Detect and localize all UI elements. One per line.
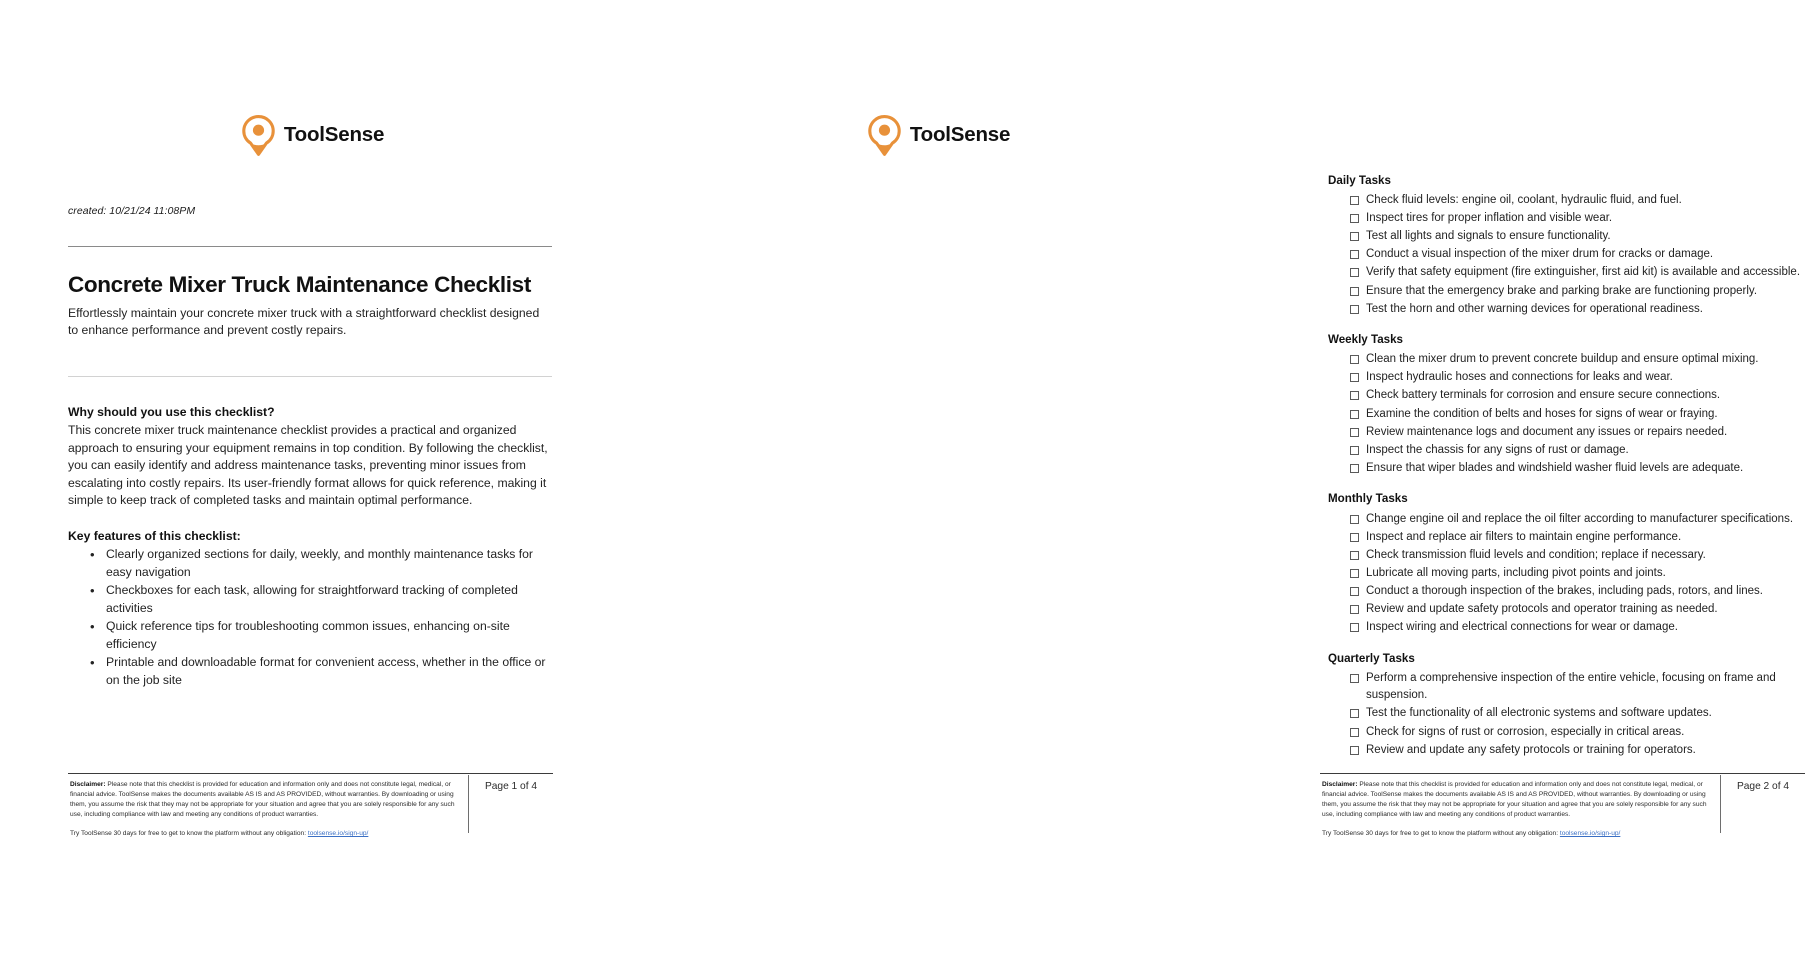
list-item[interactable] <box>1328 460 1812 478</box>
list-item[interactable] <box>1328 301 1812 319</box>
disclaimer-label: Disclaimer: <box>1322 781 1358 788</box>
document-page-1 <box>0 0 626 962</box>
task-list <box>1328 351 1812 477</box>
task-label: Inspect the chassis for any signs of rust or damage. <box>1366 443 1629 456</box>
list-item[interactable] <box>1328 406 1812 424</box>
checkbox-icon[interactable] <box>1350 728 1359 737</box>
task-label: Review and update safety protocols and operator training as needed. <box>1366 602 1718 615</box>
disclaimer-body: Please note that this checklist is provided for education and information only and does not constitute legal, medical, or financial advice. ToolSense makes the documents available AS IS and AS PROVIDED, without warranties. By downloading or using them, you assume the risk that they may not be appropriate for your situation and agree that you are solely responsible for any such use, including compliance with law and meeting any conditions of product warranties. <box>1322 781 1707 819</box>
task-label: Check transmission fluid levels and condition; replace if necessary. <box>1366 548 1706 561</box>
checkbox-icon[interactable] <box>1350 746 1359 755</box>
list-item[interactable] <box>1328 742 1812 760</box>
checkbox-icon[interactable] <box>1350 464 1359 473</box>
checkbox-icon[interactable] <box>1350 250 1359 259</box>
checkbox-icon[interactable] <box>1350 287 1359 296</box>
task-group-quarterly <box>1328 651 1812 760</box>
list-item[interactable] <box>1328 228 1812 246</box>
task-label: Review maintenance logs and document any issues or repairs needed. <box>1366 425 1728 438</box>
list-item[interactable] <box>1328 246 1812 264</box>
list-item[interactable] <box>1328 264 1812 282</box>
page-number: Page 2 of 4 <box>1736 781 1790 792</box>
location-pin-icon <box>868 115 901 156</box>
features-heading: Key features of this checklist: <box>68 528 241 543</box>
brand-logo-page-2 <box>626 0 1252 158</box>
task-label: Lubricate all moving parts, including pivot points and joints. <box>1366 566 1666 579</box>
list-item[interactable] <box>1328 547 1812 565</box>
disclaimer-label: Disclaimer: <box>70 781 106 788</box>
brand-logo-page-1 <box>0 0 626 158</box>
list-item[interactable] <box>1328 601 1812 619</box>
page-number: Page 1 of 4 <box>484 781 538 792</box>
checkbox-icon[interactable] <box>1350 605 1359 614</box>
footer-cta <box>1322 829 1711 839</box>
page-title: Concrete Mixer Truck Maintenance Checklist <box>68 272 531 297</box>
task-label: Ensure that wiper blades and windshield washer fluid levels are adequate. <box>1366 461 1744 474</box>
task-label: Test all lights and signals to ensure functionality. <box>1366 230 1611 243</box>
list-item[interactable] <box>1328 670 1812 705</box>
task-label: Inspect and replace air filters to maintain engine performance. <box>1366 530 1682 543</box>
task-group-heading: Quarterly Tasks <box>1328 651 1415 665</box>
task-group-heading: Weekly Tasks <box>1328 333 1403 347</box>
task-list <box>1328 670 1812 759</box>
list-item: • Printable and downloadable format for convenient access, whether in the office or on the job site <box>106 654 552 690</box>
checkbox-icon[interactable] <box>1350 355 1359 364</box>
task-label: Ensure that the emergency brake and parking brake are functioning properly. <box>1366 284 1758 297</box>
task-group-monthly <box>1328 491 1812 636</box>
checkbox-icon[interactable] <box>1350 268 1359 277</box>
checkbox-icon[interactable] <box>1350 446 1359 455</box>
checkbox-icon[interactable] <box>1350 551 1359 560</box>
page-1-content <box>68 205 552 690</box>
spacer <box>68 340 552 376</box>
list-item[interactable] <box>1328 283 1812 301</box>
checkbox-icon[interactable] <box>1350 214 1359 223</box>
checkbox-icon[interactable] <box>1350 391 1359 400</box>
list-item[interactable] <box>1328 369 1812 387</box>
list-item[interactable] <box>1328 192 1812 210</box>
task-label: Conduct a visual inspection of the mixer drum for cracks or damage. <box>1366 248 1714 261</box>
page-footer-1 <box>68 773 553 844</box>
page-subtitle: Effortlessly maintain your concrete mixer truck with a straightforward checklist designed to enhance performance and prevent costly repairs. <box>68 305 540 338</box>
task-label: Review and update any safety protocols or training for operators. <box>1366 743 1696 756</box>
list-item: • Quick reference tips for troubleshooting common issues, enhancing on-site efficiency <box>106 618 552 654</box>
why-heading: Why should you use this checklist? <box>68 404 275 419</box>
task-label: Inspect tires for proper inflation and visible wear. <box>1366 212 1613 225</box>
list-item[interactable] <box>1328 210 1812 228</box>
checkbox-icon[interactable] <box>1350 305 1359 314</box>
signup-link[interactable]: toolsense.io/sign-up/ <box>1559 830 1621 838</box>
checkbox-icon[interactable] <box>1350 232 1359 241</box>
list-item[interactable] <box>1328 705 1812 723</box>
task-label: Change engine oil and replace the oil filter according to manufacturer specifications. <box>1366 512 1794 525</box>
footer-disclaimer-block <box>68 774 468 844</box>
task-label: Check fluid levels: engine oil, coolant, hydraulic fluid, and fuel. <box>1366 194 1682 207</box>
task-group-daily <box>1328 173 1812 318</box>
created-timestamp: created: 10/21/24 11:08PM <box>68 205 196 217</box>
list-item[interactable] <box>1328 351 1812 369</box>
task-label: Perform a comprehensive inspection of the entire vehicle, focusing on frame and suspension. <box>1366 671 1776 702</box>
brand-wordmark: ToolSense <box>283 122 385 146</box>
list-item[interactable] <box>1328 724 1812 742</box>
cta-text: Try ToolSense 30 days for free to get to know the platform without any obligation: <box>70 830 308 838</box>
checkbox-icon[interactable] <box>1350 373 1359 382</box>
document-page-2 <box>626 0 1801 962</box>
list-item[interactable] <box>1328 583 1812 601</box>
disclaimer-text <box>1322 780 1711 820</box>
checkbox-icon[interactable] <box>1350 709 1359 718</box>
checkbox-icon[interactable] <box>1350 674 1359 683</box>
page-footer-2 <box>1320 773 1805 844</box>
divider-top <box>68 246 552 247</box>
task-label: Inspect wiring and electrical connections for wear or damage. <box>1366 621 1678 634</box>
task-label: Verify that safety equipment (fire extinguisher, first aid kit) is available and accessible. <box>1366 266 1801 279</box>
list-item[interactable] <box>1328 511 1812 529</box>
spacer <box>68 377 552 404</box>
checkbox-icon[interactable] <box>1350 428 1359 437</box>
disclaimer-body: Please note that this checklist is provided for education and information only and does not constitute legal, medical, or financial advice. ToolSense makes the documents available AS IS and AS PROVIDED, without warranties. By downloading or using them, you assume the risk that they may not be appropriate for your situation and agree that you are solely responsible for any such use, including compliance with law and meeting any conditions of product warranties. <box>70 781 455 819</box>
checkbox-icon[interactable] <box>1350 515 1359 524</box>
task-group-weekly <box>1328 332 1812 477</box>
list-item: • Checkboxes for each task, allowing for straightforward tracking of completed activities <box>106 582 552 618</box>
checkbox-icon[interactable] <box>1350 533 1359 542</box>
list-item[interactable] <box>1328 619 1812 637</box>
footer-disclaimer-block <box>1320 774 1720 844</box>
task-label: Conduct a thorough inspection of the brakes, including pads, rotors, and lines. <box>1366 584 1763 597</box>
footer-cta <box>70 829 459 839</box>
task-label: Clean the mixer drum to prevent concrete buildup and ensure optimal mixing. <box>1366 353 1759 366</box>
brand-wordmark: ToolSense <box>909 122 1011 146</box>
list-item: • Clearly organized sections for daily, weekly, and monthly maintenance tasks for easy navigation <box>106 546 552 582</box>
task-list <box>1328 192 1812 318</box>
list-item[interactable] <box>1328 424 1812 442</box>
task-label: Inspect hydraulic hoses and connections for leaks and wear. <box>1366 371 1673 384</box>
list-item[interactable] <box>1328 442 1812 460</box>
task-list <box>1328 511 1812 637</box>
task-label: Check battery terminals for corrosion and ensure secure connections. <box>1366 389 1721 402</box>
task-label: Test the horn and other warning devices for operational readiness. <box>1366 302 1703 315</box>
disclaimer-text <box>70 780 459 820</box>
checkbox-icon[interactable] <box>1350 196 1359 205</box>
checkbox-icon[interactable] <box>1350 623 1359 632</box>
list-item[interactable] <box>1328 565 1812 583</box>
task-group-heading: Monthly Tasks <box>1328 492 1408 506</box>
list-item[interactable] <box>1328 529 1812 547</box>
checkbox-icon[interactable] <box>1350 569 1359 578</box>
task-label: Test the functionality of all electronic systems and software updates. <box>1366 707 1712 720</box>
checklist-content <box>1328 173 1812 760</box>
why-paragraph: This concrete mixer truck maintenance checklist provides a practical and organized approach to ensuring your equipment remains in top condition. By following the checklist, you can easily identify and address maintenance tasks, preventing minor issues from escalating into costly repairs. Its user-friendly format allows for quick reference, making it simple to keep track of completed tasks and maintain optimal performance. <box>68 423 548 508</box>
key-features-list <box>68 546 552 690</box>
checkbox-icon[interactable] <box>1350 587 1359 596</box>
cta-text: Try ToolSense 30 days for free to get to know the platform without any obligation: <box>1322 830 1560 838</box>
signup-link[interactable]: toolsense.io/sign-up/ <box>307 830 369 838</box>
location-pin-icon <box>242 115 275 156</box>
task-label: Check for signs of rust or corrosion, especially in critical areas. <box>1366 725 1685 738</box>
task-group-heading: Daily Tasks <box>1328 174 1391 187</box>
list-item[interactable] <box>1328 387 1812 405</box>
task-label: Examine the condition of belts and hoses for signs of wear or fraying. <box>1366 407 1718 420</box>
checkbox-icon[interactable] <box>1350 410 1359 419</box>
